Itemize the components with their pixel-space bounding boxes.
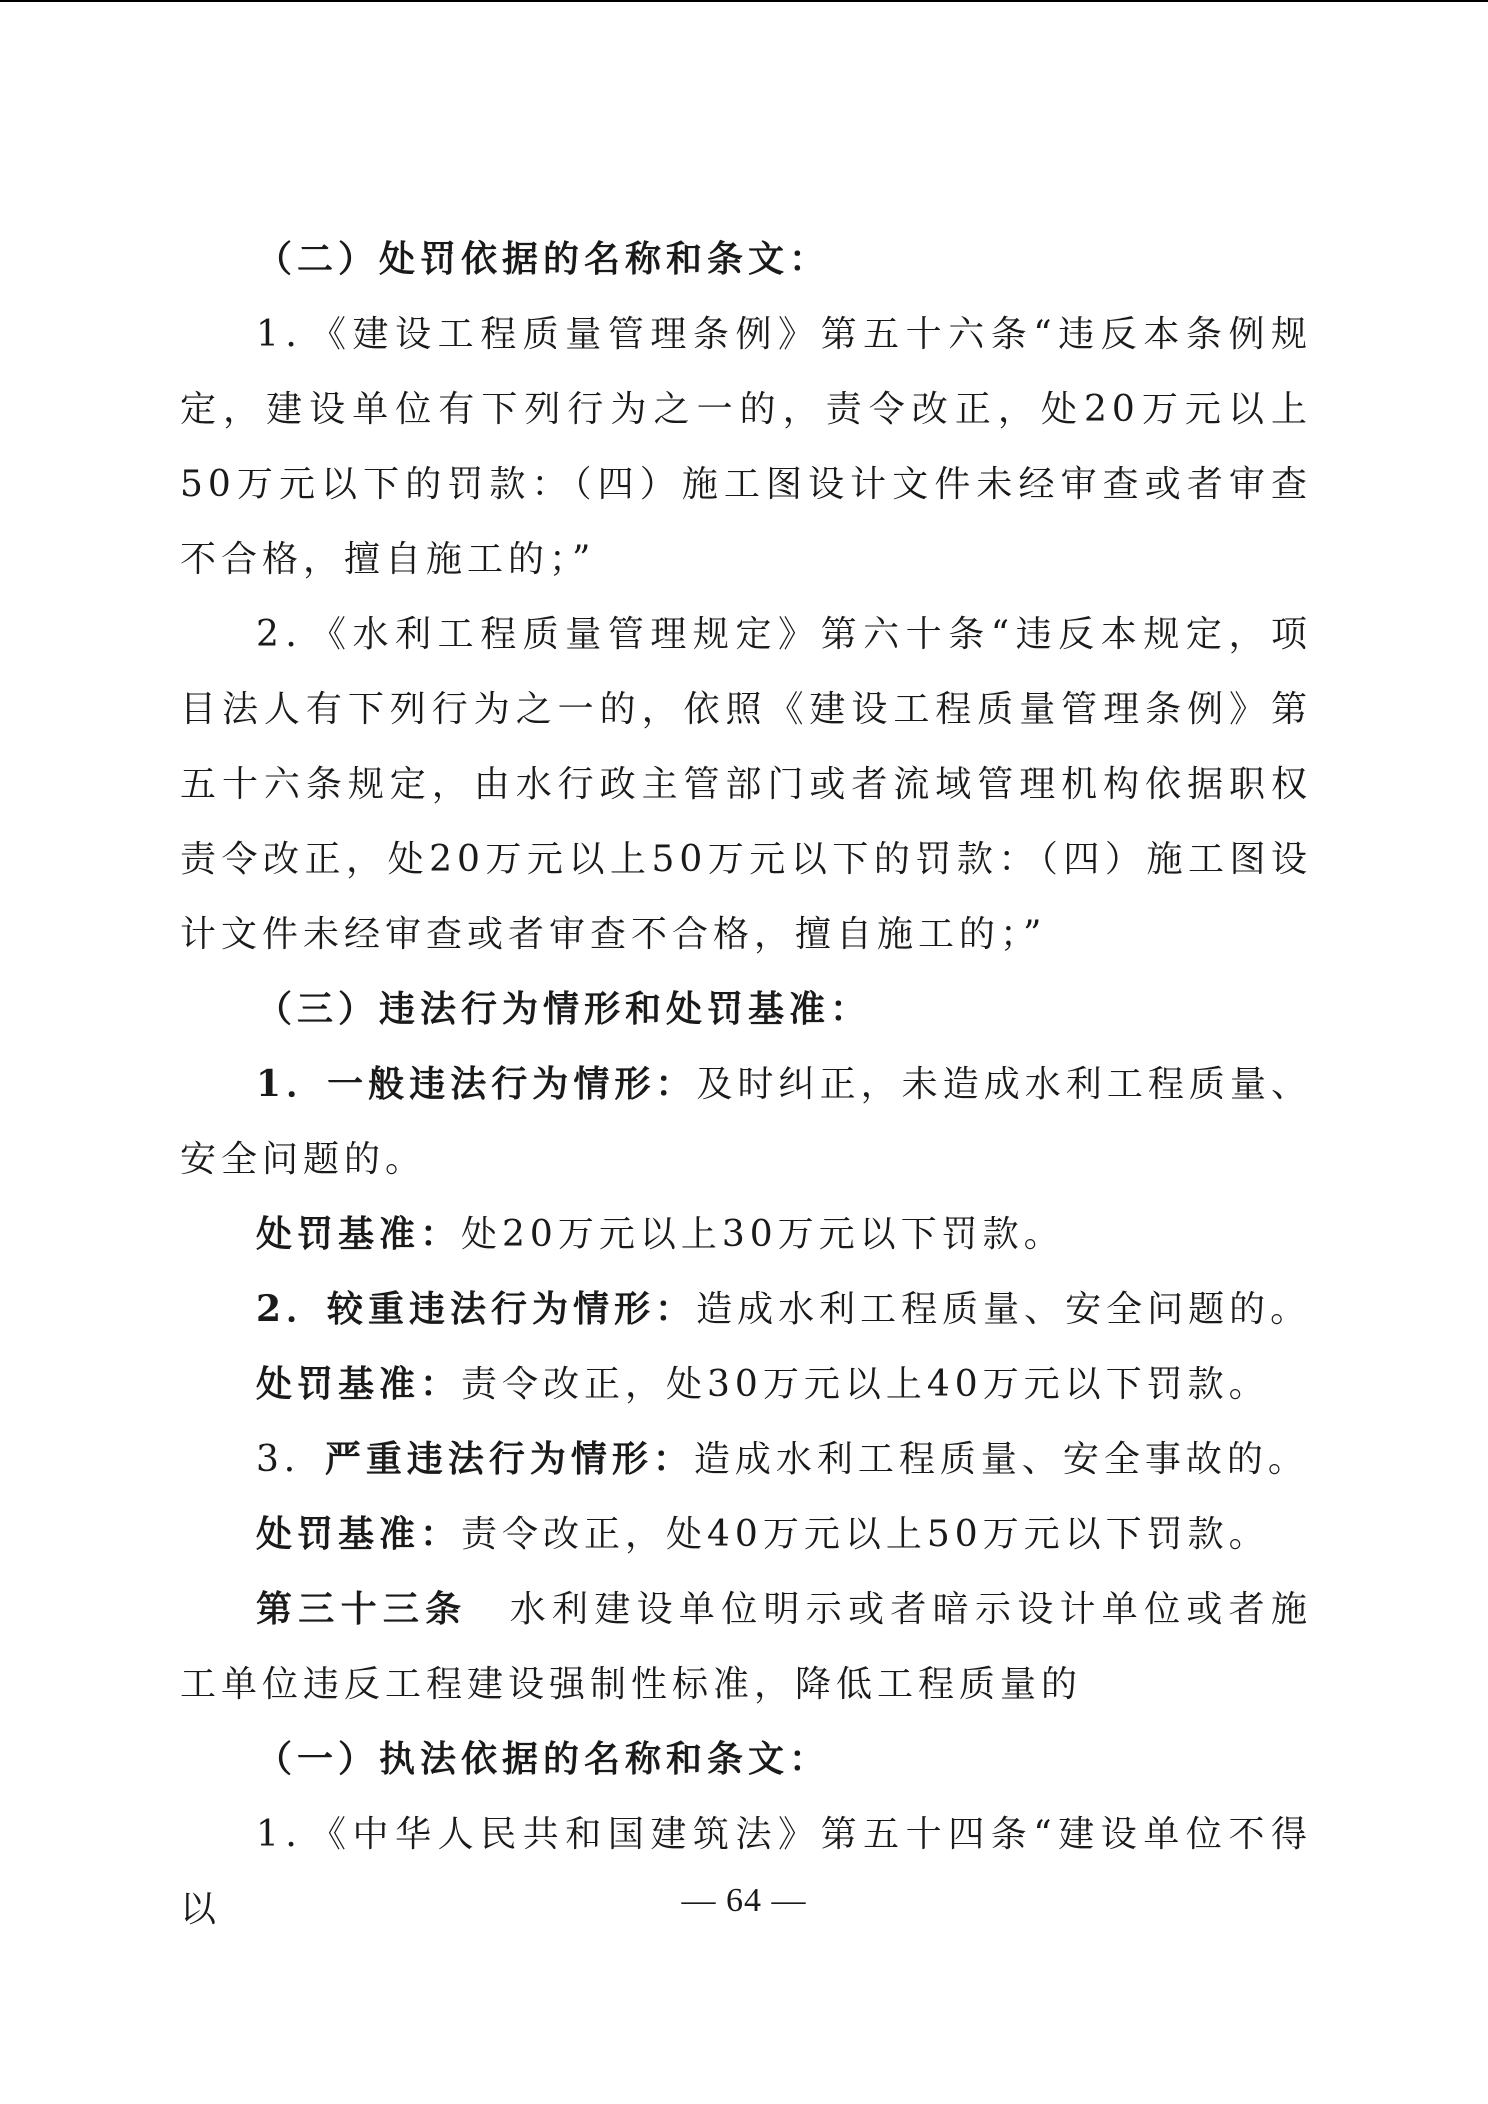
bold-run: 第三十三条 (256, 1588, 468, 1630)
paragraph (180, 1497, 1312, 1572)
paragraph (180, 1197, 1312, 1272)
bold-run: （一）执法依据的名称和条文： (256, 1738, 831, 1780)
text-run: 3． (256, 1439, 325, 1480)
text-run: 处20万元以上30万元以下罚款。 (461, 1214, 1065, 1255)
bold-run: （二）处罚依据的名称和条文： (256, 238, 831, 280)
document-body (180, 222, 1312, 1947)
paragraph (180, 597, 1312, 972)
paragraph (180, 1572, 1312, 1722)
text-run: 责令改正，处30万元以上40万元以下罚款。 (461, 1364, 1270, 1405)
paragraph (180, 1047, 1312, 1197)
bold-run: 2．较重违法行为情形： (256, 1288, 697, 1330)
text-run: 及时纠正，未造成水利工程质量、安全问题的。 (180, 1064, 1312, 1180)
text-run: 造成水利工程质量、安全问题的。 (696, 1289, 1312, 1330)
paragraph (180, 1422, 1312, 1497)
top-border (0, 0, 1488, 2)
text-run: 1．《建设工程质量管理条例》第五十六条“违反本条例规定，建设单位有下列行为之一的，责令改正，处20万元以上50万元以下的罚款：（四）施工图设计文件未经审查或者审查不合格，擅自施工的；” (180, 314, 1312, 580)
bold-run: （三）违法行为情形和处罚基准： (256, 988, 872, 1030)
bold-run: 处罚基准： (256, 1213, 462, 1255)
paragraph (180, 972, 1312, 1047)
bold-run: 处罚基准： (256, 1513, 462, 1555)
page-number: — 64 — (681, 1882, 807, 1919)
text-run: 1．《中华人民共和国建筑法》第五十四条“建设单位不得以 (180, 1814, 1312, 1930)
text-run: 责令改正，处40万元以上50万元以下罚款。 (461, 1514, 1270, 1555)
paragraph (180, 1272, 1312, 1347)
paragraph (180, 1797, 1312, 1947)
paragraph (180, 1722, 1312, 1797)
paragraph (180, 222, 1312, 297)
bold-run: 严重违法行为情形： (324, 1438, 694, 1480)
text-run: 水利建设单位明示或者暗示设计单位或者施工单位违反工程建设强制性标准，降低工程质量的 (180, 1589, 1312, 1705)
bold-run: 1．一般违法行为情形： (256, 1063, 697, 1105)
paragraph (180, 1347, 1312, 1422)
text-run: 造成水利工程质量、安全事故的。 (693, 1439, 1309, 1480)
text-run: 2．《水利工程质量管理规定》第六十条“违反本规定，项目法人有下列行为之一的，依照《建设工程质量管理条例》第五十六条规定，由水行政主管部门或者流域管理机构依据职权责令改正，处20万元以上50万元以下的罚款：（四）施工图设计文件未经审查或者审查不合格，擅自施工的；” (180, 614, 1312, 955)
paragraph (180, 297, 1312, 597)
bold-run: 处罚基准： (256, 1363, 462, 1405)
